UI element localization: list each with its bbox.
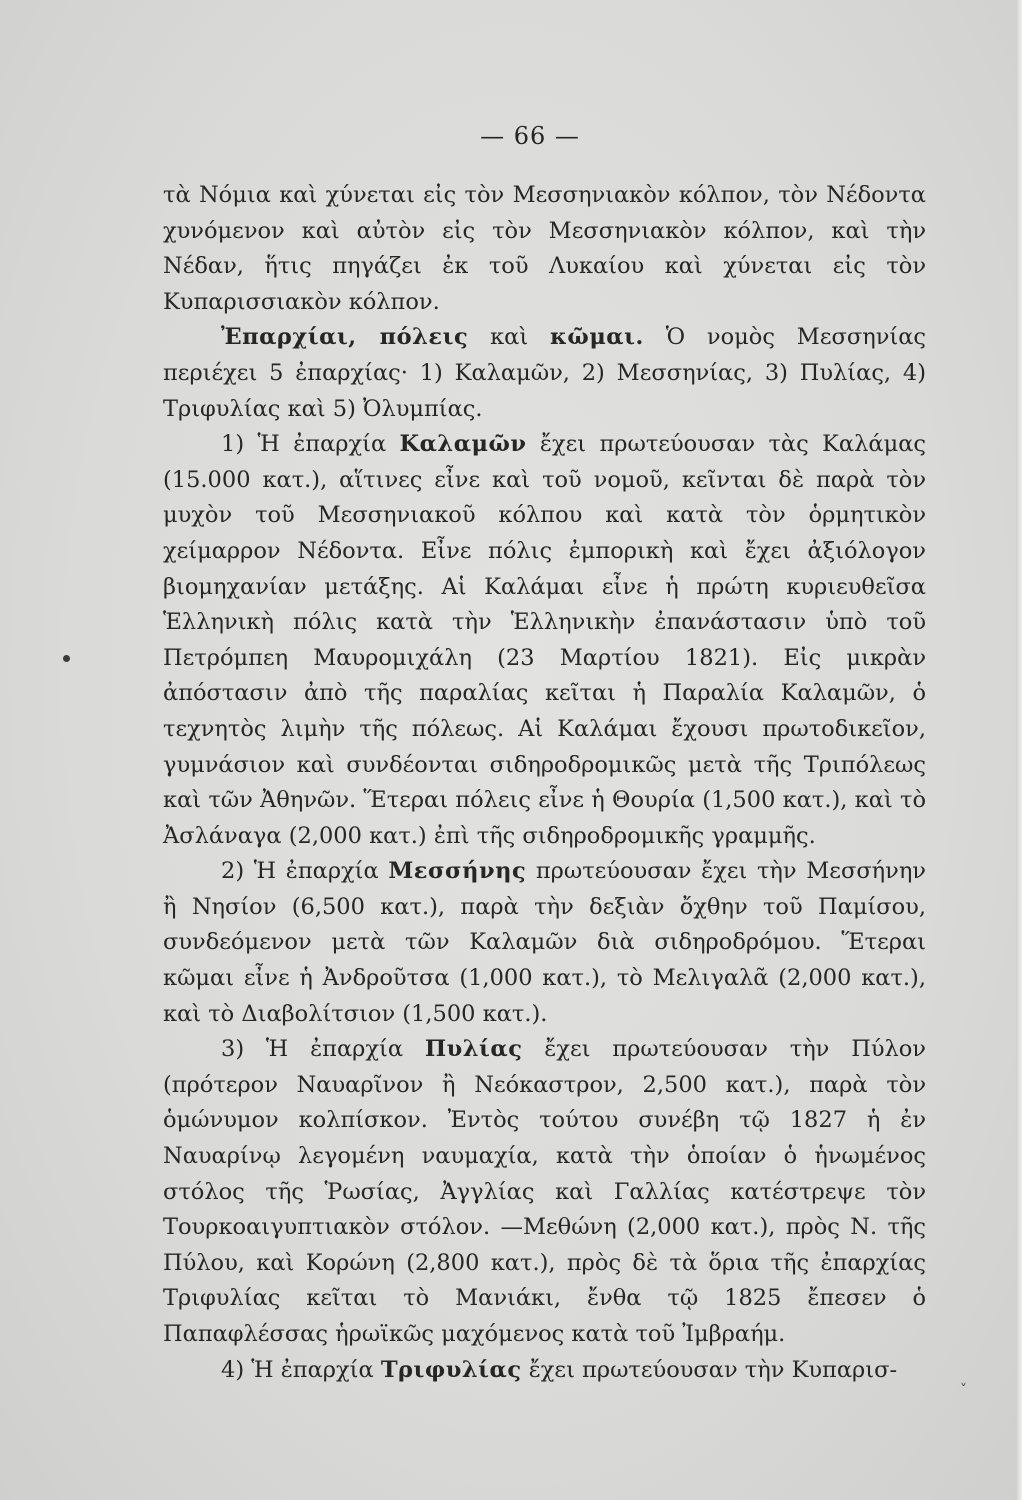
paragraph-text: τὰ Νόμια καὶ χύνεται εἰς τὸν Μεσσηνιακὸν κόλπον, τὸν Νέδοντα χυνόμενον καὶ αὐτὸν εἰς τὸν Μεσσηνιακὸν κόλπον, καὶ τὴν Νέδαν, ἥτις πηγάζει ἐκ τοῦ Λυκαίου καὶ χύνεται εἰς τὸν Κυπαρισσιακὸν κόλπον. <box>163 182 926 315</box>
paragraph-rivers <box>163 178 926 320</box>
paragraph-trifylia <box>163 1353 926 1389</box>
paragraph-provinces-intro <box>163 320 926 427</box>
paragraph-text: 3) Ἡ ἐπαρχία <box>221 1036 425 1063</box>
page-edge <box>1016 0 1022 1500</box>
paragraph-text: καὶ <box>468 324 551 351</box>
margin-dot-mark <box>63 655 70 662</box>
paragraph-text: πρωτεύουσαν ἔχει τὴν Μεσσήνην ἢ Νησίον (6,500 κατ.), παρὰ τὴν δεξιὰν ὄχθην τοῦ Παμίσου, συνδεόμενον μετὰ τῶν Καλαμῶν διὰ σιδηροδρόμου. Ἕτεραι κῶμαι εἶνε ἡ Ἀνδροῦτσα (1,000 κατ.), τὸ Μελιγαλᾶ (2,000 κατ.), καὶ τὸ Διαβολίτσιον (1,500 κατ.). <box>163 858 926 1027</box>
bold-heading-text: Πυλίας <box>424 1036 523 1063</box>
bold-heading-text: κῶμαι. <box>550 324 644 351</box>
paragraph-messini <box>163 854 926 1032</box>
page-number: — 66 — <box>480 122 580 150</box>
body-text <box>163 178 926 1388</box>
paragraph-text: ἔχει πρωτεύουσαν τὴν Κυπαρισ- <box>521 1356 898 1383</box>
bold-heading-text: Καλαμῶν <box>399 431 527 458</box>
paragraph-text: 1) Ἡ ἐπαρχία <box>221 431 400 458</box>
bold-heading-text: Τριφυλίας <box>380 1356 522 1383</box>
paragraph-pylia <box>163 1032 926 1352</box>
paragraph-text: Ὁ νομὸς Μεσσηνίας περιέχει 5 ἐπαρχίας· 1) Καλαμῶν, 2) Μεσσηνίας, 3) Πυλίας, 4) Τριφυλίας καὶ 5) Ὀλυμπίας. <box>163 324 926 422</box>
paragraph-kalamai <box>163 427 926 854</box>
bold-heading-text: Μεσσήνης <box>388 858 527 885</box>
paragraph-text: 4) Ἡ ἐπαρχία <box>221 1356 381 1383</box>
paragraph-text: ἔχει πρωτεύουσαν τὰς Καλάμας (15.000 κατ.), αἵτινες εἶνε καὶ τοῦ νομοῦ, κεῖνται δὲ παρὰ τὸν μυχὸν τοῦ Μεσσηνιακοῦ κόλπου καὶ κατὰ τὸν ὁρμητικὸν χείμαρρον Νέδοντα. Εἶνε πόλις ἐμπορικὴ καὶ ἔχει ἀξιόλογον βιομηχανίαν μετάξης. Αἱ Καλάμαι εἶνε ἡ πρώτη κυριευθεῖσα Ἑλληνικὴ πόλις κατὰ τὴν Ἑλληνικὴν ἐπανάστασιν ὑπὸ τοῦ Πετρόμπεη Μαυρομιχάλη (23 Μαρτίου 1821). Εἰς μικρὰν ἀπόστασιν ἀπὸ τῆς παραλίας κεῖται ἡ Παραλία Καλαμῶν, ὁ τεχνητὸς λιμὴν τῆς πόλεως. Αἱ Καλάμαι ἔχουσι πρωτοδικεῖον, γυμνάσιον καὶ συνδέονται σιδηροδρομικῶς μετὰ τῆς Τριπόλεως καὶ τῶν Ἀθηνῶν. Ἕτεραι πόλεις εἶνε ἡ Θουρία (1,500 κατ.), καὶ τὸ Ἀσλάναγα (2,000 κατ.) ἐπὶ τῆς σιδηροδρομικῆς γραμμῆς. <box>163 431 927 849</box>
bold-heading-text: Ἐπαρχίαι, πόλεις <box>221 324 469 351</box>
paragraph-text: 2) Ἡ ἐπαρχία <box>221 858 389 885</box>
paragraph-text: ἔχει πρωτεύουσαν τὴν Πύλον (πρότερον Ναυαρῖνον ἢ Νεόκαστρον, 2,500 κατ.), παρὰ τὸν ὁμώνυμον κολπίσκον. Ἐντὸς τούτου συνέβη τῷ 1827 ἡ ἐν Ναυαρίνῳ λεγομένη ναυμαχία, κατὰ τὴν ὁποίαν ὁ ἡνωμένος στόλος τῆς Ῥωσίας, Ἀγγλίας καὶ Γαλλίας κατέστρεψε τὸν Τουρκοαιγυπτιακὸν στόλον. —Μεθώνη (2,000 κατ.), πρὸς Ν. τῆς Πύλου, καὶ Κορώνη (2,800 κατ.), πρὸς δὲ τὰ ὅρια τῆς ἐπαρχίας Τριφυλίας κεῖται τὸ Μανιάκι, ἔνθα τῷ 1825 ἔπεσεν ὁ Παπαφλέσσας ἡρωϊκῶς μαχόμενος κατὰ τοῦ Ἰμβραήμ. <box>163 1036 926 1347</box>
margin-tick-mark: ˅ <box>960 1382 967 1398</box>
